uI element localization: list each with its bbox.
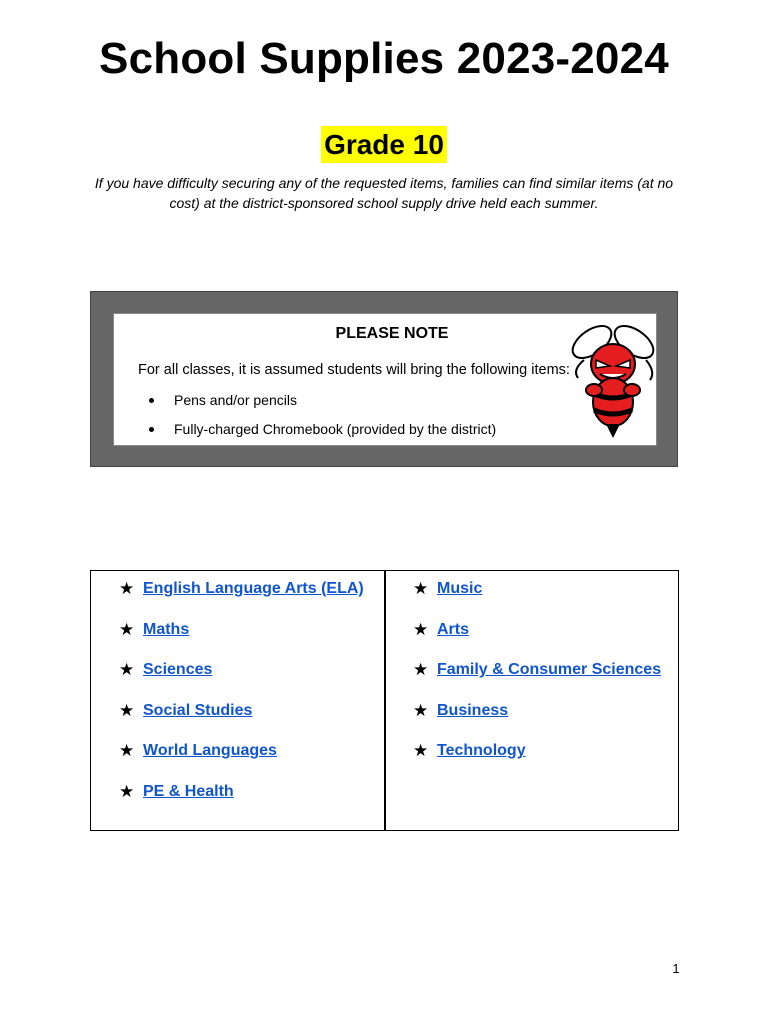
list-item bbox=[119, 701, 364, 742]
bullet-icon bbox=[149, 398, 154, 403]
note-item bbox=[138, 420, 496, 449]
subject-link-sciences[interactable]: Sciences bbox=[143, 661, 213, 679]
star-icon: ★ bbox=[119, 660, 135, 680]
hornet-mascot-icon bbox=[564, 320, 662, 440]
star-icon: ★ bbox=[413, 660, 429, 680]
list-item bbox=[413, 741, 661, 782]
subject-link-arts[interactable]: Arts bbox=[437, 620, 470, 638]
list-item bbox=[119, 741, 364, 782]
page-title: School Supplies 2023-2024 bbox=[99, 34, 669, 83]
grade-heading-wrap bbox=[0, 126, 768, 163]
star-icon: ★ bbox=[413, 700, 429, 720]
list-item bbox=[413, 701, 661, 742]
list-item bbox=[413, 660, 661, 701]
note-box bbox=[90, 291, 678, 467]
note-panel bbox=[113, 313, 657, 446]
note-heading: PLEASE NOTE bbox=[335, 325, 449, 342]
list-item bbox=[119, 782, 364, 823]
note-item bbox=[138, 391, 496, 420]
page-number: 1 bbox=[672, 961, 680, 976]
subject-link-world-languages[interactable]: World Languages bbox=[143, 742, 277, 760]
grade-heading: Grade 10 bbox=[321, 126, 447, 163]
star-icon: ★ bbox=[119, 781, 135, 801]
subject-link-music[interactable]: Music bbox=[437, 580, 483, 597]
subject-link-social-studies[interactable]: Social Studies bbox=[143, 701, 253, 719]
star-icon: ★ bbox=[413, 619, 429, 639]
star-icon: ★ bbox=[119, 579, 135, 598]
subject-link-technology[interactable]: Technology bbox=[437, 742, 526, 760]
note-item-text: Fully-charged Chromebook (provided by the district) bbox=[174, 421, 497, 437]
list-item bbox=[119, 579, 364, 620]
subject-list-left bbox=[119, 579, 364, 823]
subject-links-table bbox=[90, 570, 679, 831]
star-icon: ★ bbox=[119, 741, 135, 761]
subject-link-ela[interactable]: English Language Arts (ELA) bbox=[143, 580, 364, 597]
note-list bbox=[138, 391, 496, 449]
note-lead: For all classes, it is assumed students will bring the following items: bbox=[138, 362, 570, 378]
star-icon: ★ bbox=[119, 619, 135, 639]
star-icon: ★ bbox=[413, 579, 429, 598]
bullet-icon bbox=[149, 427, 154, 432]
list-item bbox=[413, 620, 661, 661]
star-icon: ★ bbox=[413, 741, 429, 761]
subject-link-business[interactable]: Business bbox=[437, 701, 509, 719]
subject-link-maths[interactable]: Maths bbox=[143, 620, 190, 638]
list-item bbox=[119, 620, 364, 661]
list-item bbox=[413, 579, 661, 620]
subject-list-right bbox=[413, 579, 661, 782]
subject-link-pe-health[interactable]: PE & Health bbox=[143, 782, 234, 800]
note-item-text: Pens and/or pencils bbox=[174, 392, 297, 408]
subject-link-family-consumer-sciences[interactable]: Family & Consumer Sciences bbox=[437, 661, 662, 679]
star-icon: ★ bbox=[119, 700, 135, 720]
column-divider bbox=[384, 571, 386, 830]
list-item bbox=[119, 660, 364, 701]
intro-text: If you have difficulty securing any of the requested items, families can find similar items (at no cost) at the district-sponsored school supply drive held each summer. bbox=[94, 175, 674, 211]
